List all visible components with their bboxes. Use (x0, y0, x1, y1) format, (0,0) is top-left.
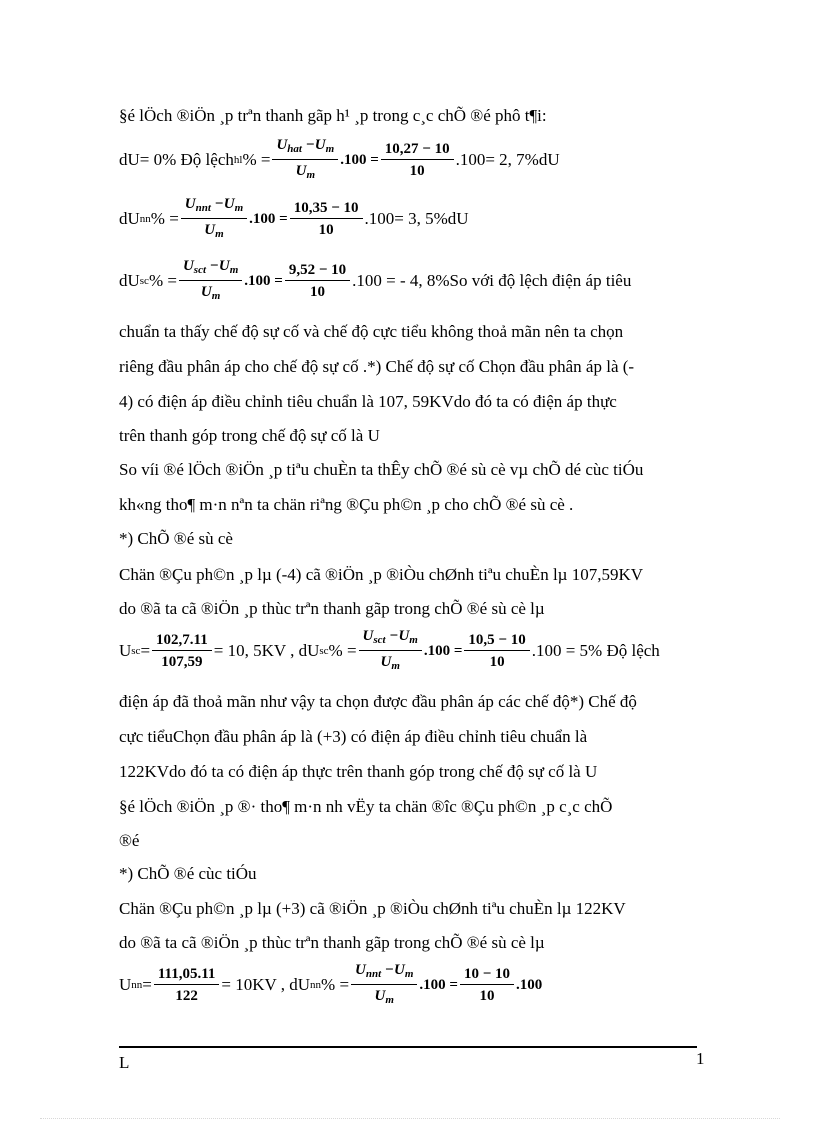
fraction: $\frac{U_{nnt} -U_m}{U_m}$ (181, 195, 247, 243)
eq-text: % = (242, 150, 271, 169)
text-line: Chän ®Çu ph©n ¸p lµ (+3) cã ®iÖn ¸p ®iÒu chØnh tiªu chuÈn lµ 122KV (119, 899, 626, 918)
equation-deviation-hl: dU= 0% Độ lệch hl % = $\frac{U_{hat} -U_m}{U_m}$ .100 = $\frac{10,27 - 10}{10}$ .100= 2, 7%dU (119, 135, 560, 185)
fraction: $\frac{U_{hat} -U_m}{U_m}$ (272, 136, 338, 184)
text-line: riêng đầu phân áp cho chế độ sự cố .*) Chế độ sự cố Chọn đầu phân áp là (- (119, 357, 635, 376)
text-line: §é lÖch ®iÖn ¸p trªn thanh gãp h¹ ¸p trong c¸c chÕ ®é phô t¶i: (119, 106, 547, 125)
page-number: 1 (696, 1049, 705, 1068)
equation-usc: U sc = $\frac{102,7.11}{107,59}$ = 10, 5KV , dU sc % = $\frac{U_{sct} -U_m}{U_m}$ .100 = $\frac{10,5 - 10}{10}$ .100 = 5% Độ lệch (119, 626, 660, 676)
eq-subscript: hl (233, 154, 243, 166)
eq-text: dU= 0% Độ lệch (119, 150, 234, 169)
equation-deviation-sc: dU sc % = $\frac{U_{sct} -U_m}{U_m}$ .100 = $\frac{9,52 - 10}{10}$ .100 = - 4, 8%So với độ lệch điện áp tiêu (119, 256, 631, 306)
fraction: $\frac{10,27 - 10}{10}$ (381, 140, 454, 180)
text-line: trên thanh góp trong chế độ sự cố là U (119, 426, 380, 445)
fraction: $\frac{U_{sct} -U_m}{U_m}$ (359, 627, 422, 675)
text-line: Chän ®Çu ph©n ¸p lµ (-4) cã ®iÖn ¸p ®iÒu chØnh tiªu chuÈn lµ 107,59KV (119, 565, 644, 584)
footer-left-text: L (119, 1053, 130, 1072)
text-line: *) ChÕ ®é sù cè (119, 529, 233, 548)
footer-rule (119, 1046, 697, 1048)
text-line: *) ChÕ ®é cùc tiÓu (119, 864, 257, 883)
eq-text: .100= 2, 7%dU (455, 150, 560, 169)
text-line: điện áp đã thoả mãn như vậy ta chọn được đầu phân áp các chế độ*) Chế độ (119, 692, 637, 711)
text-line: do ®ã ta cã ®iÖn ¸p thùc trªn thanh gãp trong chÕ ®é sù cè lµ (119, 933, 545, 952)
text-line: 4) có điện áp điều chỉnh tiêu chuẩn là 107, 59KVdo đó ta có điện áp thực (119, 392, 617, 411)
text-line: kh«ng tho¶ m·n nªn ta chän riªng ®Çu ph©n ¸p cho chÕ ®é sù cè . (119, 495, 574, 514)
text-line: ®é (119, 831, 140, 850)
fraction: $\frac{U_{sct} -U_m}{U_m}$ (179, 257, 242, 305)
fraction: $\frac{10 - 10}{10}$ (460, 965, 514, 1005)
text-line: cực tiểuChọn đầu phân áp là (+3) có điện áp điều chỉnh tiêu chuẩn là (119, 727, 588, 746)
fraction: $\frac{U_{nnt} -U_m}{U_m}$ (351, 961, 417, 1009)
fraction: $\frac{10,35 - 10}{10}$ (290, 199, 363, 239)
text-line: do ®ã ta cã ®iÖn ¸p thùc trªn thanh gãp trong chÕ ®é sù cè lµ (119, 599, 545, 618)
page-edge-divider (40, 1118, 780, 1119)
equation-unn: U nn = $\frac{111,05.11}{122}$ = 10KV , dU nn % = $\frac{U_{nnt} -U_m}{U_m}$ .100 = $\frac{10 - 10}{10}$ .100 (119, 960, 542, 1010)
fraction: $\frac{111,05.11}{122}$ (154, 965, 220, 1005)
text-line: 122KVdo đó ta có điện áp thực trên thanh góp trong chế độ sự cố là U (119, 762, 598, 781)
equation-deviation-nn: dU nn % = $\frac{U_{nnt} -U_m}{U_m}$ .100 = $\frac{10,35 - 10}{10}$ .100= 3, 5%dU (119, 194, 469, 244)
text-line: chuẩn ta thấy chế độ sự cố và chế độ cực tiểu không thoả mãn nên ta chọn (119, 322, 624, 341)
fraction: $\frac{10,5 - 10}{10}$ (464, 631, 529, 671)
text-line: So víi ®é lÖch ®iÖn ¸p tiªu chuÈn ta thÊy chÕ ®é sù cè vµ chÕ dé cùc tiÓu (119, 460, 644, 479)
fraction: $\frac{102,7.11}{107,59}$ (152, 631, 212, 671)
fraction: $\frac{9,52 - 10}{10}$ (285, 261, 350, 301)
text-line: §é lÖch ®iÖn ¸p ®· tho¶ m·n nh vËy ta chän ®îc ®Çu ph©n ¸p c¸c chÕ (119, 797, 613, 816)
